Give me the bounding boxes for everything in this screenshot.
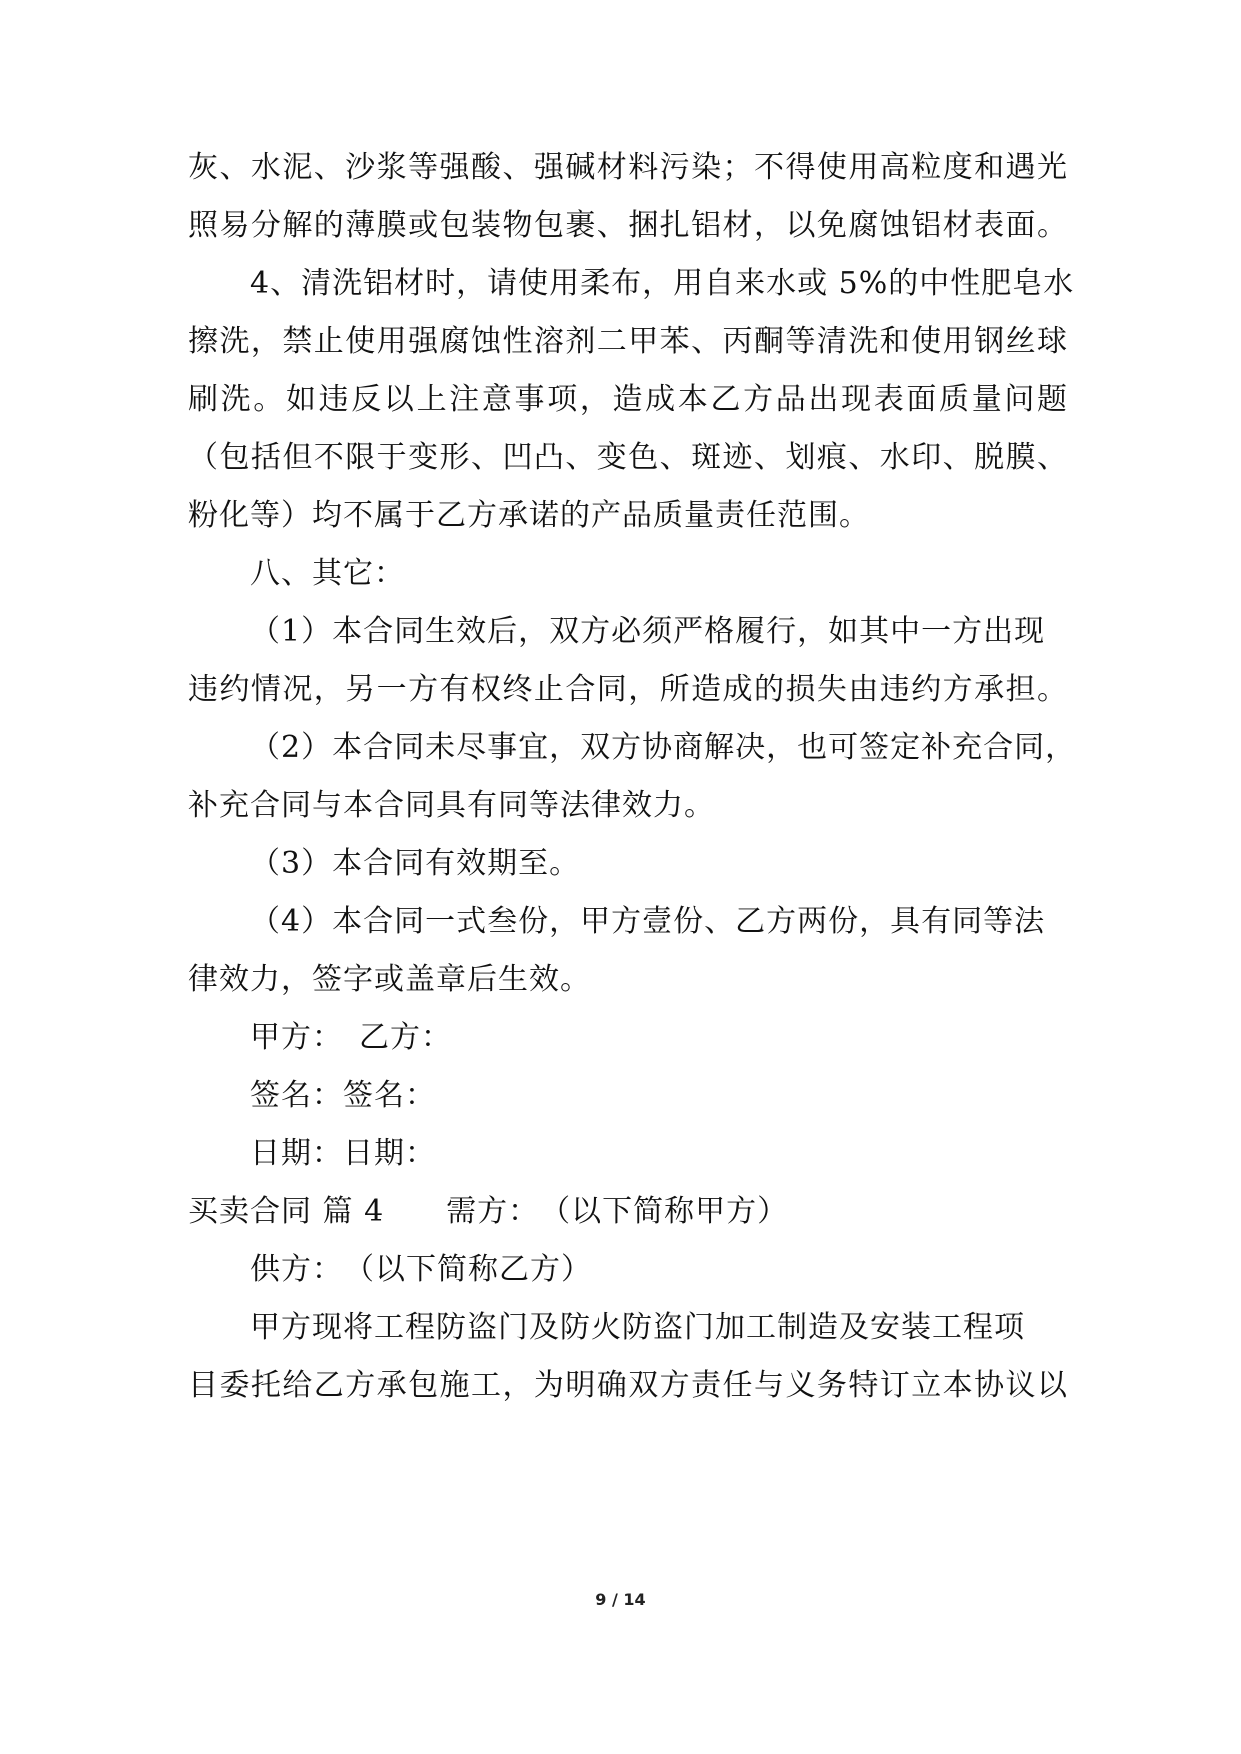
body-text-line: 4、清洗铝材时，请使用柔布，用自来水或 5%的中性肥皂水 (250, 266, 1075, 301)
page-number: 9 / 14 (595, 1590, 646, 1609)
signature-line: 签名：签名： (250, 1078, 436, 1113)
body-text-line: 粉化等）均不属于乙方承诺的产品质量责任范围。 (188, 498, 870, 533)
contract-heading: 买卖合同 篇 4 需方： （以下简称甲方） (188, 1194, 789, 1229)
clause-text-line: （2）本合同未尽事宜，双方协商解决，也可签定补充合同， (250, 730, 1077, 765)
clause-text-line: （1）本合同生效后，双方必须严格履行，如其中一方出现 (250, 614, 1046, 649)
section-heading: 八、其它： (250, 556, 405, 591)
body-text-line: （包括但不限于变形、凹凸、变色、斑迹、划痕、水印、脱膜、 (188, 440, 1068, 475)
body-text-line: 甲方现将工程防盗门及防火防盗门加工制造及安装工程项 (250, 1310, 1025, 1345)
clause-text-line: 律效力，签字或盖章后生效。 (188, 962, 591, 997)
party-line: 甲方： 乙方： (250, 1020, 452, 1055)
body-text-line: 灰、水泥、沙浆等强酸、强碱材料污染；不得使用高粒度和遇光 (188, 150, 1068, 185)
supplier-line: 供方： （以下简称乙方） (250, 1252, 592, 1287)
body-text-line: 照易分解的薄膜或包装物包裹、捆扎铝材，以免腐蚀铝材表面。 (188, 208, 1068, 243)
body-text-line: 目委托给乙方承包施工，为明确双方责任与义务特订立本协议以 (188, 1368, 1068, 1403)
body-text-line: 刷洗。如违反以上注意事项，造成本乙方品出现表面质量问题 (188, 382, 1068, 417)
clause-text-line: （3）本合同有效期至。 (250, 846, 581, 881)
clause-text-line: （4）本合同一式叁份，甲方壹份、乙方两份，具有同等法 (250, 904, 1046, 939)
body-text-line: 擦洗，禁止使用强腐蚀性溶剂二甲苯、丙酮等清洗和使用钢丝球 (188, 324, 1068, 359)
date-line: 日期：日期： (250, 1136, 436, 1171)
clause-text-line: 违约情况，另一方有权终止合同，所造成的损失由违约方承担。 (188, 672, 1068, 707)
clause-text-line: 补充合同与本合同具有同等法律效力。 (188, 788, 715, 823)
